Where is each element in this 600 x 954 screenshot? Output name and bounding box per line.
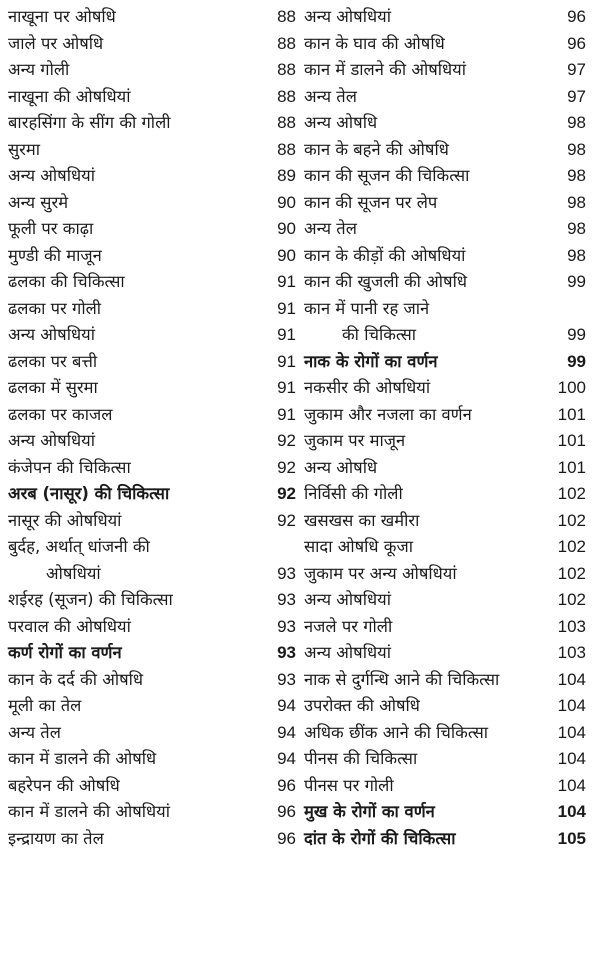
toc-entry-title: अरब (नासूर) की चिकित्सा	[8, 484, 170, 503]
toc-page-number: 104	[557, 775, 586, 795]
toc-page-number: 104	[557, 802, 586, 821]
toc-page-number: 94	[277, 722, 296, 742]
toc-entry-title: अन्य तेल	[304, 219, 357, 238]
toc-page-number: 88	[277, 86, 296, 106]
toc-page-number: 102	[557, 484, 586, 503]
toc-section-heading	[8, 640, 296, 667]
toc-entry-title: की चिकित्सा	[342, 325, 417, 344]
toc-entry	[304, 57, 586, 84]
toc-entry	[304, 587, 586, 614]
toc-entry-title: नकसीर की ओषधियां	[304, 378, 431, 397]
toc-entry	[304, 322, 586, 349]
toc-entry	[8, 296, 296, 323]
toc-page-number: 104	[557, 696, 586, 715]
toc-page-number: 96	[567, 7, 586, 26]
toc-page-number: 98	[567, 245, 586, 265]
toc-page-number: 102	[557, 563, 586, 583]
toc-entry-title: कान के दर्द की ओषधि	[8, 669, 144, 689]
toc-entry-title: नजले पर गोली	[304, 616, 393, 636]
toc-entry	[304, 455, 586, 482]
toc-entry-title: मुख के रोगों का वर्णन	[304, 802, 435, 821]
toc-page-number: 94	[277, 749, 296, 768]
toc-entry	[8, 667, 296, 694]
toc-page-number: 94	[277, 696, 296, 715]
toc-page-number: 98	[567, 192, 586, 212]
toc-entry-title: कान के कीड़ों की ओषधियां	[304, 245, 466, 265]
toc-entry	[8, 826, 296, 853]
toc-page-number: 93	[277, 643, 296, 662]
toc-section-heading	[304, 799, 586, 826]
toc-page-number: 98	[567, 166, 586, 185]
toc-entry-title: ढलका पर गोली	[8, 298, 102, 318]
toc-entry-title: नाक से दुर्गन्धि आने की चिकित्सा	[304, 669, 500, 689]
toc-entry-title: दांत के रोगों की चिकित्सा	[304, 828, 456, 848]
toc-page-number: 88	[277, 60, 296, 79]
toc-entry-title: बहरेपन की ओषधि	[8, 775, 120, 795]
toc-page-number: 92	[277, 431, 296, 450]
toc-page-number: 103	[557, 616, 586, 636]
toc-section-heading	[304, 349, 586, 376]
toc-page-number: 89	[277, 166, 296, 185]
toc-entry-title: ढलका पर काजल	[8, 404, 113, 424]
toc-entry-title: कंजेपन की चिकित्सा	[8, 457, 131, 477]
toc-page-number: 101	[557, 404, 586, 424]
toc-page-number: 99	[567, 351, 586, 371]
toc-page-number: 92	[277, 484, 296, 503]
toc-page-number: 99	[567, 272, 586, 291]
toc-entry	[304, 375, 586, 402]
toc-entry-title: फूली पर काढ़ा	[8, 219, 94, 238]
toc-entry	[304, 614, 586, 641]
toc-entry-title: पीनस की चिकित्सा	[304, 749, 418, 768]
toc-page-number: 98	[567, 139, 586, 159]
toc-entry	[304, 163, 586, 190]
toc-entry	[304, 667, 586, 694]
toc-entry-title: खसखस का खमीरा	[304, 510, 420, 530]
toc-entry-title: अन्य ओषधियां	[8, 325, 95, 344]
toc-entry-title: कान की सूजन की चिकित्सा	[304, 166, 470, 185]
toc-entry	[304, 243, 586, 270]
toc-page-number: 96	[277, 828, 296, 848]
toc-entry	[8, 216, 296, 243]
toc-page-number: 88	[277, 33, 296, 53]
toc-right-column	[304, 4, 586, 852]
toc-entry	[304, 481, 586, 508]
toc-entry	[304, 746, 586, 773]
toc-entry-title: ढलका पर बत्ती	[8, 351, 98, 371]
toc-entry	[304, 31, 586, 58]
toc-entry-title: अन्य ओषधियां	[8, 431, 95, 450]
toc-page-number: 98	[567, 113, 586, 132]
toc-entry-title: सुरमा	[8, 139, 41, 159]
toc-page-number: 90	[277, 192, 296, 212]
toc-entry	[8, 455, 296, 482]
toc-entry	[8, 693, 296, 720]
toc-entry	[304, 216, 586, 243]
toc-entry-title: बारहसिंगा के सींग की गोली	[8, 113, 171, 132]
toc-entry-title: नाक के रोगों का वर्णन	[304, 351, 438, 371]
toc-entry-title: ढलका में सुरमा	[8, 378, 98, 397]
toc-entry	[304, 4, 586, 31]
toc-entry	[8, 402, 296, 429]
toc-entry-title: जुकाम और नजला का वर्णन	[304, 404, 472, 424]
toc-page-number: 96	[277, 775, 296, 795]
toc-entry	[8, 799, 296, 826]
toc-page-number: 96	[277, 802, 296, 821]
toc-entry-title: अन्य ओषधियां	[304, 590, 391, 609]
toc-page-number: 93	[277, 563, 296, 583]
toc-entry-title: पीनस पर गोली	[304, 775, 394, 795]
toc-entry	[8, 269, 296, 296]
toc-entry-title: अन्य ओषधियां	[8, 166, 95, 185]
toc-entry	[304, 640, 586, 667]
toc-entry-title: जाले पर ओषधि	[8, 33, 104, 53]
toc-entry-title: कान में पानी रह जाने	[304, 298, 430, 318]
toc-entry	[304, 110, 586, 137]
toc-page-number: 93	[277, 616, 296, 636]
toc-entry	[8, 110, 296, 137]
toc-page-number: 90	[277, 219, 296, 238]
toc-entry	[8, 349, 296, 376]
toc-entry-title: सादा ओषधि कूजा	[304, 537, 413, 556]
toc-entry-title: नासूर की ओषधियां	[8, 510, 122, 530]
toc-entry	[304, 190, 586, 217]
toc-entry	[8, 746, 296, 773]
toc-entry	[304, 428, 586, 455]
toc-entry-title: निर्विसी की गोली	[304, 484, 403, 503]
toc-entry-title: अन्य ओषधि	[304, 457, 378, 477]
toc-page-number: 91	[277, 404, 296, 424]
toc-entry-title: कान में डालने की ओषधियां	[304, 60, 467, 79]
toc-entry	[8, 163, 296, 190]
toc-page-number: 101	[557, 431, 586, 450]
toc-page-number: 98	[567, 219, 586, 238]
toc-page-number: 97	[567, 60, 586, 79]
toc-page-number: 97	[567, 86, 586, 106]
toc-page-number: 93	[277, 590, 296, 609]
toc-entry-title: अन्य ओषधियां	[304, 643, 391, 662]
toc-page-number: 91	[277, 378, 296, 397]
toc-entry	[8, 243, 296, 270]
toc-page-number: 88	[277, 7, 296, 26]
toc-entry-title: ढलका की चिकित्सा	[8, 272, 125, 291]
toc-page-number: 103	[557, 643, 586, 662]
toc-page-number: 101	[557, 457, 586, 477]
toc-entry-title: ओषधियां	[46, 563, 101, 583]
toc-entry-title: नाखूना की ओषधियां	[8, 86, 131, 106]
toc-page-number: 104	[557, 669, 586, 689]
toc-entry-title: कान में डालने की ओषधियां	[8, 802, 171, 821]
toc-page-number: 102	[557, 590, 586, 609]
toc-page-number: 100	[557, 378, 586, 397]
toc-page-number: 92	[277, 510, 296, 530]
toc-page-number: 102	[557, 537, 586, 556]
toc-entry	[304, 534, 586, 561]
toc-entry-title: अधिक छींक आने की चिकित्सा	[304, 722, 488, 742]
toc-entry	[304, 269, 586, 296]
toc-entry	[304, 402, 586, 429]
toc-entry	[304, 508, 586, 535]
toc-entry	[8, 190, 296, 217]
toc-page-number: 90	[277, 245, 296, 265]
toc-entry	[8, 773, 296, 800]
toc-entry-title: अन्य ओषधियां	[304, 7, 391, 26]
toc-entry	[304, 296, 586, 323]
toc-entry	[304, 84, 586, 111]
toc-page-number: 104	[557, 722, 586, 742]
toc-page-number: 88	[277, 113, 296, 132]
toc-entry	[304, 693, 586, 720]
toc-entry	[304, 561, 586, 588]
toc-page-number: 92	[277, 457, 296, 477]
toc-entry-title: कान में डालने की ओषधि	[8, 749, 157, 768]
toc-entry-title: अन्य सुरमे	[8, 192, 69, 212]
toc-entry-title: मुण्डी की माजून	[8, 245, 102, 265]
toc-page-number: 96	[567, 33, 586, 53]
toc-page-number: 91	[277, 272, 296, 291]
toc-page-number: 104	[557, 749, 586, 768]
toc-entry	[8, 322, 296, 349]
toc-section-heading	[8, 481, 296, 508]
toc-page-number: 91	[277, 325, 296, 344]
toc-entry	[8, 31, 296, 58]
toc-entry-title: उपरोक्त की ओषधि	[304, 696, 420, 715]
toc-entry	[8, 137, 296, 164]
toc-entry	[8, 4, 296, 31]
toc-entry-title: शईरह (सूजन) की चिकित्सा	[8, 590, 173, 609]
toc-entry-title: बुर्दह, अर्थात् धांजनी की	[8, 537, 150, 556]
toc-entry-title: अन्य गोली	[8, 60, 70, 79]
toc-left-column	[8, 4, 296, 852]
toc-entry-title: जुकाम पर माजून	[304, 431, 406, 450]
toc-page-number: 102	[557, 510, 586, 530]
toc-page-number: 93	[277, 669, 296, 689]
toc-entry	[8, 614, 296, 641]
toc-page-number: 88	[277, 139, 296, 159]
toc-entry	[8, 375, 296, 402]
toc-section-heading	[304, 826, 586, 853]
toc-page-number: 91	[277, 351, 296, 371]
toc-entry-title: अन्य ओषधि	[304, 113, 378, 132]
toc-entry	[8, 534, 296, 561]
toc-entry-title: कर्ण रोगों का वर्णन	[8, 643, 122, 662]
toc-entry-title: मूली का तेल	[8, 696, 82, 715]
toc-entry	[8, 587, 296, 614]
toc-entry-title: अन्य तेल	[8, 722, 61, 742]
toc-entry	[8, 428, 296, 455]
toc-entry	[304, 773, 586, 800]
toc-entry-title: कान के बहने की ओषधि	[304, 139, 449, 159]
toc-entry	[304, 720, 586, 747]
toc-entry	[8, 84, 296, 111]
toc-entry-title: कान के घाव की ओषधि	[304, 33, 445, 53]
toc-entry-title: अन्य तेल	[304, 86, 357, 106]
toc-entry-title: परवाल की ओषधियां	[8, 616, 131, 636]
toc-entry	[8, 561, 296, 588]
toc-page-number: 99	[567, 325, 586, 344]
toc-entry	[8, 720, 296, 747]
toc-entry-title: इन्द्रायण का तेल	[8, 828, 104, 848]
toc-entry-title: जुकाम पर अन्य ओषधियां	[304, 563, 457, 583]
toc-page-number: 105	[557, 828, 586, 848]
toc-entry	[304, 137, 586, 164]
toc-entry-title: कान की सूजन पर लेप	[304, 192, 438, 212]
toc-entry-title: कान की खुजली की ओषधि	[304, 272, 468, 291]
toc-entry	[8, 508, 296, 535]
toc-entry-title: नाखूना पर ओषधि	[8, 7, 116, 26]
toc-page-number: 91	[277, 298, 296, 318]
toc-entry	[8, 57, 296, 84]
